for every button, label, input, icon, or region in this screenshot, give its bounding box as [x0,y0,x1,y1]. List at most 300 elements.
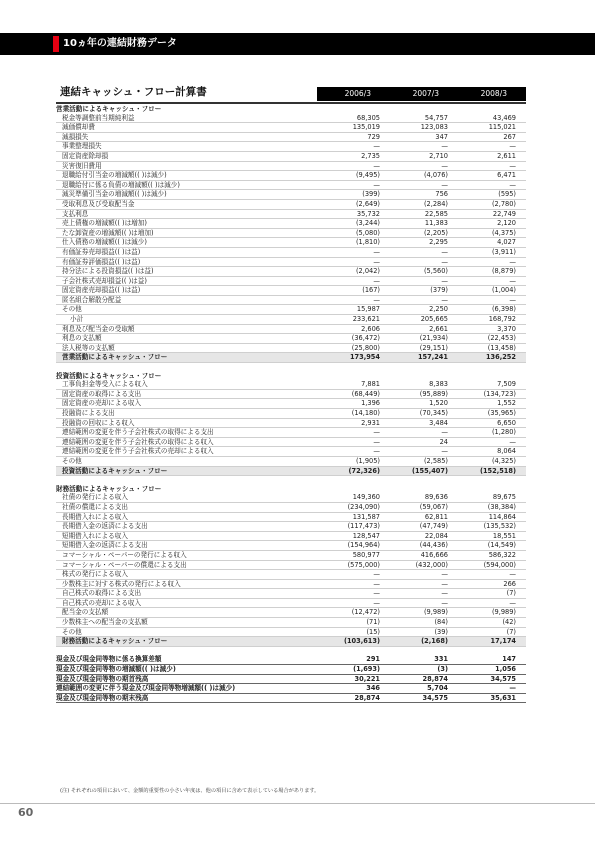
value-2006: — [373,570,380,579]
value-2008: (8,879) [491,267,516,276]
table-row [56,286,526,296]
table-row [56,133,526,143]
row-label: 現金及び現金同等物の期首残高 [56,674,149,683]
value-2006: (9,495) [355,171,380,180]
value-2006: 128,547 [352,531,380,540]
value-2006: — [373,257,380,266]
value-2006: — [373,428,380,437]
value-2008: (1,004) [491,286,516,295]
footnote: (注) それぞれの項目において、金額的重要性の小さい年度は、他の項目に含めて表示している場合があります。 [60,788,320,794]
header-rule [56,102,526,104]
row-label: 退職給付引当金の増減額(( )は減少) [62,171,167,180]
table-row [56,618,526,628]
value-2006: 233,621 [352,315,380,324]
value-2006: (167) [362,286,380,295]
spacer [56,476,526,485]
row-label: 仕入債務の増減額(( )は減少) [62,238,147,247]
value-2007: 22,585 [424,209,448,218]
value-2008: 266 [503,579,516,588]
value-2006: 173,954 [349,353,380,362]
value-2006: 7,881 [361,380,380,389]
table-row [56,428,526,438]
row-label: 売上債権の増減額(( )は増加) [62,219,147,228]
value-2008: — [509,180,516,189]
table-row [56,210,526,220]
value-2006: — [373,447,380,456]
value-2007: — [441,180,448,189]
value-2007: — [441,276,448,285]
row-label: 財務活動によるキャッシュ・フロー [62,637,168,646]
value-2006: — [373,598,380,607]
row-label: コマーシャル・ペーパーの発行による収入 [62,550,187,559]
table-row [56,399,526,409]
table-row [56,229,526,239]
value-2008: (152,518) [479,466,516,475]
value-2007: 3,484 [429,418,448,427]
value-2006: (36,472) [351,334,380,343]
value-2006: — [373,589,380,598]
value-2008: 4,027 [497,238,516,247]
row-label: 少数株主への配当金の支払額 [62,618,148,627]
value-2007: (155,407) [411,466,448,475]
value-2007: 62,811 [424,512,448,521]
value-2008: 586,322 [488,550,516,559]
table-row [56,315,526,325]
row-label: その他 [62,305,82,314]
value-2007: 11,383 [424,219,448,228]
value-2006: 149,360 [352,493,380,502]
row-label: 利息及び配当金の受取額 [62,324,135,333]
value-2007: — [441,428,448,437]
value-2006: (154,964) [347,541,380,550]
row-label: 現金及び現金同等物の増減額(( )は減少) [56,665,176,674]
value-2008: — [509,684,516,693]
value-2007: 8,383 [429,380,448,389]
value-2007: (47,749) [419,522,448,531]
value-2006: 729 [367,132,380,141]
value-2008: (22,453) [487,334,516,343]
row-label: 自己株式の売却による収入 [62,598,142,607]
row-label: 減価償却費 [62,123,95,132]
value-2008: — [509,142,516,151]
table-row [56,296,526,306]
value-2008: (38,384) [487,502,516,511]
year-header-2008: 2008/3 [480,89,507,98]
table-row [56,561,526,571]
value-2008: 168,792 [488,315,516,324]
value-2007: (84) [434,618,448,627]
value-2006: (68,449) [351,389,380,398]
value-2008: (134,723) [483,389,516,398]
value-2007: 331 [434,655,448,664]
table-row [56,438,526,448]
value-2006: 2,931 [361,418,380,427]
value-2007: (21,934) [419,334,448,343]
table-row [56,171,526,181]
value-2007: 205,665 [420,315,448,324]
value-2007: — [441,257,448,266]
value-2006: 1,396 [361,399,380,408]
row-label: 財務活動によるキャッシュ・フロー [56,484,162,493]
value-2006: (3,244) [355,219,380,228]
row-label: 社債の発行による収入 [62,493,128,502]
table-row [56,238,526,248]
value-2008: (7) [506,627,516,636]
value-2006: (1,693) [353,665,380,674]
row-label: 長期借入金の返済による支出 [62,522,148,531]
row-label: 投資活動によるキャッシュ・フロー [62,466,168,475]
spacer [56,647,526,656]
value-2008: 1,552 [497,399,516,408]
value-2008: (42) [502,618,516,627]
value-2008: (1,280) [491,428,516,437]
row-label: 連結範囲の変更を伴う子会社株式の取得による収入 [62,437,214,446]
value-2006: 28,874 [354,693,380,702]
value-2008: 2,120 [497,219,516,228]
row-label: 配当金の支払額 [62,608,109,617]
value-2007: (44,436) [419,541,448,550]
value-2007: (5,560) [423,267,448,276]
row-label: 現金及び現金同等物に係る換算差額 [56,655,162,664]
table-row [56,599,526,609]
row-label: 利息の支払額 [62,334,102,343]
value-2008: (35,965) [487,409,516,417]
table-row [56,162,526,172]
row-label: コマーシャル・ペーパーの償還による支出 [62,560,187,569]
value-2008: (594,000) [483,560,516,569]
value-2008: 35,631 [490,693,516,702]
table-row [56,344,526,354]
value-2007: (2,284) [423,199,448,208]
value-2008: — [509,161,516,170]
footer-rule [0,803,595,804]
table-row [56,675,526,685]
row-label: 税金等調整前当期純利益 [62,113,135,122]
value-2006: (14,180) [351,409,380,417]
table-row [56,114,526,124]
value-2007: (70,345) [419,409,448,417]
row-label: 連結範囲の変更を伴う子会社株式の取得による支出 [62,428,214,437]
year-header-2007: 2007/3 [412,89,439,98]
value-2007: 1,520 [429,399,448,408]
value-2006: — [373,142,380,151]
value-2006: 15,987 [356,305,380,314]
value-2006: — [373,276,380,285]
row-label: 子会社株式売却損益(( )は益) [62,276,147,285]
value-2008: (2,780) [491,199,516,208]
value-2008: 34,575 [490,674,516,683]
value-2007: 157,241 [417,353,448,362]
value-2008: 7,509 [497,380,516,389]
row-label: 小計 [70,315,84,324]
value-2008: 43,469 [492,113,516,122]
value-2006: — [373,161,380,170]
value-2007: (2,205) [423,228,448,237]
table-row [56,589,526,599]
row-label: 投融資の回収による収入 [62,418,135,427]
value-2007: 347 [435,132,448,141]
table-row [56,551,526,561]
row-label: 少数株主に対する株式の発行による収入 [62,579,181,588]
table-row [56,152,526,162]
value-2007: — [441,142,448,151]
subtotal-row [56,637,526,647]
row-label: 工事負担金等受入による収入 [62,380,148,389]
value-2008: — [509,570,516,579]
value-2008: 1,056 [495,665,516,674]
cash-flow-table [56,105,526,703]
row-label: 株式の発行による収入 [62,570,128,579]
value-2007: 123,083 [420,123,448,132]
row-label: 短期借入れによる収入 [62,531,128,540]
value-2006: 35,732 [356,209,380,218]
table-row [56,390,526,400]
table-row [56,123,526,133]
table-row [56,409,526,419]
row-label: 持分法による投資損益(( )は益) [62,267,154,276]
value-2008: 17,174 [490,637,516,646]
value-2008: 22,749 [492,209,516,218]
value-2008: (7) [506,589,516,598]
value-2007: 22,084 [424,531,448,540]
value-2008: — [509,295,516,304]
value-2006: (2,042) [355,267,380,276]
value-2006: 580,977 [352,550,380,559]
row-label: 減災準備引当金の増減額(( )は減少) [62,190,167,199]
value-2007: 89,636 [424,493,448,502]
table-row [56,248,526,258]
value-2008: 8,064 [497,447,516,456]
value-2007: 2,661 [429,324,448,333]
table-row [56,694,526,704]
value-2008: (14,549) [487,541,516,550]
row-label: 長期借入れによる収入 [62,512,128,521]
row-label: 固定資産除却損 [62,151,109,160]
value-2006: (1,810) [355,238,380,247]
value-2008: — [509,276,516,285]
value-2006: (2,649) [355,199,380,208]
value-2006: 2,735 [361,151,380,160]
value-2007: — [441,447,448,456]
section-header-bar [0,33,595,55]
value-2008: 6,650 [497,418,516,427]
value-2007: (4,076) [423,171,448,180]
table-row [56,684,526,694]
row-label: 匿名組合解散分配益 [62,295,122,304]
year-header-2006: 2006/3 [344,89,371,98]
table-row [56,522,526,532]
row-label: 減損損失 [62,132,89,141]
value-2007: 28,874 [422,674,448,683]
value-2008: (6,398) [491,305,516,314]
value-2008: 89,675 [492,493,516,502]
table-row [56,305,526,315]
value-2006: (117,473) [347,522,380,531]
value-2006: — [373,247,380,256]
value-2007: (432,000) [415,560,448,569]
value-2006: 2,606 [361,324,380,333]
year-header-bar [317,87,526,101]
value-2008: (9,989) [491,608,516,617]
value-2006: 30,221 [354,674,380,683]
row-label: 災害復旧費用 [62,161,102,170]
value-2007: — [441,161,448,170]
row-label: その他 [62,456,82,465]
value-2007: — [441,247,448,256]
table-row [56,457,526,467]
value-2006: 291 [366,655,380,664]
value-2008: 3,370 [497,324,516,333]
table-row [56,580,526,590]
value-2007: (9,989) [423,608,448,617]
value-2006: (15) [366,627,380,636]
row-label: 有価証券評価損益(( )は益) [62,257,141,266]
table-row [56,181,526,191]
value-2006: 135,019 [352,123,380,132]
value-2007: 2,250 [429,305,448,314]
value-2006: 131,587 [352,512,380,521]
value-2007: — [441,570,448,579]
value-2008: — [509,598,516,607]
row-label: 受取利息及び受取配当金 [62,199,135,208]
value-2007: — [441,579,448,588]
spacer [56,363,526,372]
row-label: 営業活動によるキャッシュ・フロー [56,105,162,113]
value-2006: (12,472) [351,608,380,617]
value-2007: — [441,598,448,607]
value-2008: (595) [498,190,516,199]
table-row [56,447,526,457]
red-accent-marker [53,36,59,52]
row-label: たな卸資産の増減額(( )は増加) [62,228,154,237]
value-2007: (3) [437,665,448,674]
row-label: 連結範囲の変更を伴う子会社株式の売却による収入 [62,447,214,456]
value-2008: (13,458) [487,343,516,352]
value-2008: 2,611 [497,151,516,160]
value-2006: (72,326) [348,466,380,475]
row-label: 現金及び現金同等物の期末残高 [56,693,149,702]
value-2008: — [509,437,516,446]
row-label: 短期借入金の返済による支出 [62,541,148,550]
value-2006: — [373,437,380,446]
value-2007: 34,575 [422,693,448,702]
row-label: 営業活動によるキャッシュ・フロー [62,353,168,362]
value-2007: 2,295 [429,238,448,247]
row-label: 社債の償還による支出 [62,502,128,511]
value-2008: 147 [502,655,516,664]
table-row [56,267,526,277]
value-2008: 267 [503,132,516,141]
value-2007: — [441,295,448,304]
value-2006: (234,090) [347,502,380,511]
table-row [56,258,526,268]
value-2007: 2,710 [429,151,448,160]
table-row [56,325,526,335]
row-label: 事業整理損失 [62,142,102,151]
row-label: 固定資産の売却による収入 [62,399,142,408]
value-2006: (1,905) [355,456,380,465]
section-heading [56,105,526,114]
value-2007: (59,067) [419,502,448,511]
value-2006: (5,080) [355,228,380,237]
table-row [56,190,526,200]
value-2008: (3,911) [491,247,516,256]
row-label: 自己株式の取得による支出 [62,589,142,598]
table-row [56,200,526,210]
row-label: 連結範囲の変更に伴う現金及び現金同等物増減額(( )は減少) [56,684,236,693]
value-2007: (29,151) [419,343,448,352]
row-label: 有価証券売却損益(( )は益) [62,247,141,256]
row-label: 固定資産の取得による支出 [62,389,142,398]
value-2007: 416,666 [420,550,448,559]
row-label: 固定資産売却損益(( )は益) [62,286,141,295]
section-title: 10ヵ年の連結財務データ [63,38,177,49]
table-row [56,541,526,551]
value-2007: (379) [430,286,448,295]
table-row [56,277,526,287]
value-2006: 68,305 [356,113,380,122]
value-2007: (95,889) [419,389,448,398]
value-2006: (25,800) [351,343,380,352]
value-2007: 5,704 [427,684,448,693]
table-row [56,608,526,618]
value-2006: (103,613) [343,637,380,646]
statement-title: 連結キャッシュ・フロー計算書 [60,86,207,98]
section-heading [56,372,526,381]
table-row [56,380,526,390]
section-heading [56,485,526,494]
value-2006: (575,000) [347,560,380,569]
table-row [56,665,526,675]
table-row [56,493,526,503]
value-2006: — [373,579,380,588]
value-2007: (2,585) [423,456,448,465]
row-label: 投融資による支出 [62,409,115,417]
value-2008: 6,471 [497,171,516,180]
row-label: 法人税等の支払額 [62,343,115,352]
value-2008: (4,325) [491,456,516,465]
table-row [56,513,526,523]
value-2007: (2,168) [421,637,448,646]
table-row [56,334,526,344]
subtotal-row [56,353,526,363]
value-2008: (4,375) [491,228,516,237]
value-2008: — [509,257,516,266]
value-2006: 346 [366,684,380,693]
value-2006: — [373,180,380,189]
table-row [56,419,526,429]
value-2007: — [441,589,448,598]
value-2007: 24 [439,437,448,446]
table-row [56,142,526,152]
table-row [56,628,526,638]
row-label: 支払利息 [62,209,89,218]
value-2008: 114,864 [488,512,516,521]
value-2008: 115,021 [488,123,516,132]
value-2007: 756 [435,190,448,199]
value-2008: 18,551 [492,531,516,540]
subtotal-row [56,467,526,477]
value-2007: 54,757 [424,113,448,122]
table-row [56,219,526,229]
table-row [56,570,526,580]
value-2006: — [373,295,380,304]
page-number: 60 [18,806,34,819]
row-label: 退職給付に係る負債の増減額(( )は減少) [62,180,180,189]
value-2006: (399) [362,190,380,199]
table-row [56,655,526,665]
table-row [56,532,526,542]
